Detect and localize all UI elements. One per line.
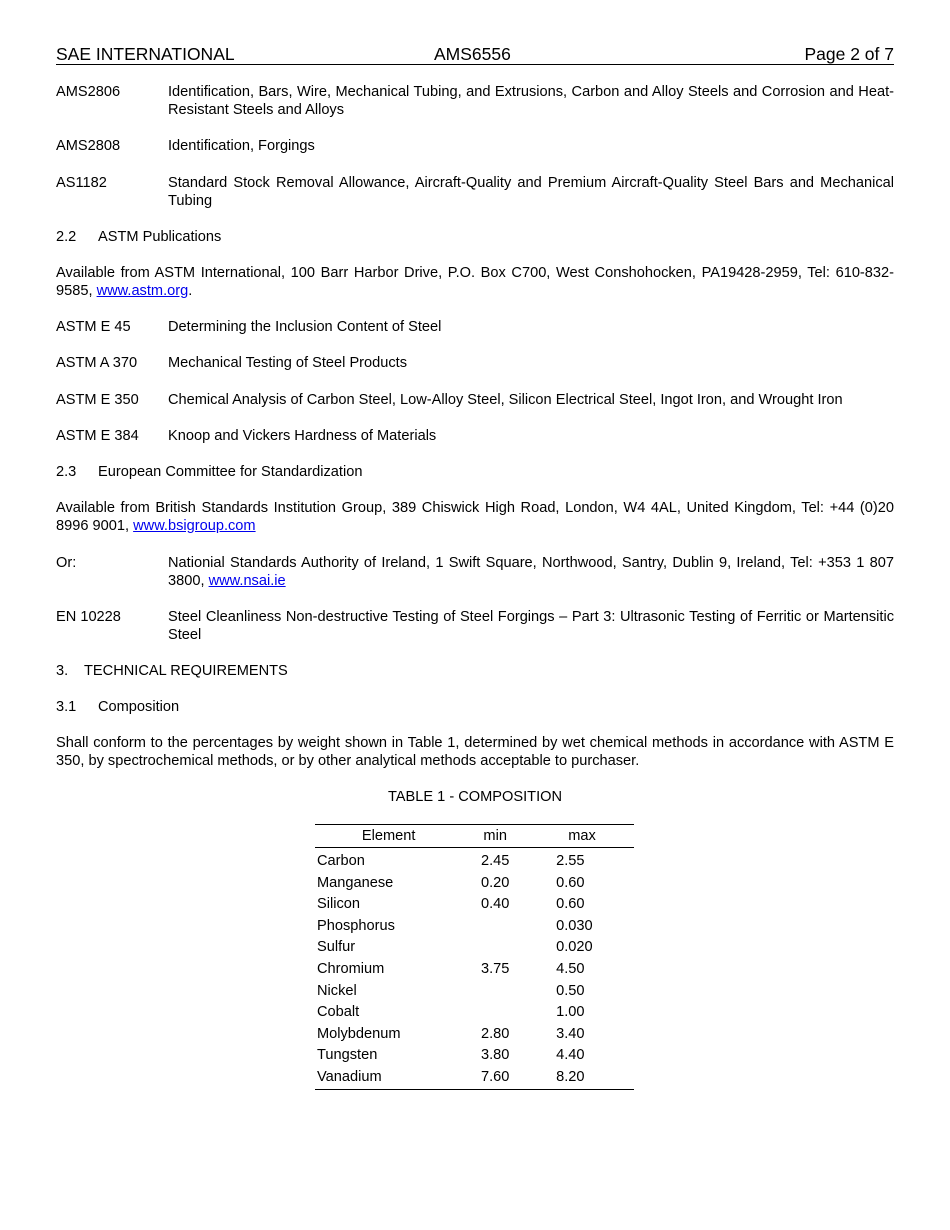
element-cell: Chromium bbox=[317, 960, 385, 977]
table-header-row bbox=[315, 825, 634, 848]
reference-description: Standard Stock Removal Allowance, Aircraft-Quality and Premium Aircraft-Quality Steel Bars and Mechanical Tubing bbox=[168, 175, 894, 209]
min-cell bbox=[460, 981, 530, 1003]
column-header-max: max bbox=[530, 825, 634, 848]
reference-code: ASTM E 384 bbox=[56, 428, 139, 444]
element-cell: Manganese bbox=[317, 874, 394, 891]
table-row bbox=[315, 937, 634, 959]
max-cell: 4.40 bbox=[556, 1047, 585, 1064]
table-row bbox=[315, 959, 634, 981]
table-row bbox=[315, 1024, 634, 1046]
element-cell: Sulfur bbox=[317, 939, 356, 956]
header-page-number: Page 2 of 7 bbox=[804, 44, 894, 64]
composition-paragraph: Shall conform to the percentages by weight shown in Table 1, determined by wet chemical methods in accordance with ASTM E 350, by spectrochemical methods, or by other analytical methods acceptable to purchaser. bbox=[56, 735, 894, 769]
max-cell: 4.50 bbox=[556, 960, 585, 977]
section-title: TECHNICAL REQUIREMENTS bbox=[84, 663, 288, 679]
astm-website-link[interactable]: www.astm.org bbox=[96, 282, 189, 299]
nsai-address-text: Nationial Standards Authority of Ireland, 1 Swift Square, Northwood, Santry, Dublin 9, Ireland, Tel: +353 1 807 3800, bbox=[168, 555, 894, 589]
header-organization: SAE INTERNATIONAL bbox=[56, 44, 235, 64]
min-cell: 7.60 bbox=[460, 1067, 530, 1089]
element-cell: Cobalt bbox=[317, 1004, 360, 1021]
element-cell: Phosphorus bbox=[317, 917, 395, 934]
table-row bbox=[315, 1045, 634, 1067]
section-number: 2.3 bbox=[56, 464, 77, 480]
max-cell: 0.020 bbox=[556, 939, 593, 956]
max-cell: 8.20 bbox=[530, 1067, 634, 1089]
astm-availability-paragraph bbox=[56, 265, 894, 300]
page-header bbox=[56, 44, 894, 65]
reference-description: Mechanical Testing of Steel Products bbox=[168, 355, 408, 371]
reference-description: Identification, Forgings bbox=[168, 138, 315, 154]
reference-description bbox=[168, 555, 894, 590]
column-header-min: min bbox=[460, 825, 530, 848]
max-cell: 2.55 bbox=[556, 853, 585, 869]
table-row bbox=[315, 894, 634, 916]
min-cell: 3.80 bbox=[480, 1047, 510, 1064]
column-header-element: Element bbox=[315, 825, 460, 848]
table-row bbox=[315, 848, 634, 873]
section-number: 3.1 bbox=[56, 699, 77, 715]
reference-code: AMS2808 bbox=[56, 138, 121, 154]
reference-description: Knoop and Vickers Hardness of Materials bbox=[168, 428, 437, 444]
element-cell: Carbon bbox=[317, 853, 365, 869]
element-cell: Tungsten bbox=[317, 1047, 378, 1064]
element-cell: Silicon bbox=[317, 896, 360, 913]
bsi-availability-paragraph bbox=[56, 500, 894, 535]
max-cell: 0.030 bbox=[556, 917, 593, 934]
table-row bbox=[315, 916, 634, 938]
bsi-availability-text: Available from British Standards Institution Group, 389 Chiswick High Road, London, W4 4AL, United Kingdom, Tel: +44 (0)20 8996 9001, bbox=[56, 500, 894, 534]
min-cell: 0.20 bbox=[480, 874, 510, 891]
max-cell: 3.40 bbox=[556, 1025, 585, 1042]
reference-description: Identification, Bars, Wire, Mechanical Tubing, and Extrusions, Carbon and Alloy Steels and Corrosion and Heat-Resistant Steels and Alloys bbox=[168, 84, 894, 118]
reference-code: ASTM E 45 bbox=[56, 319, 131, 335]
min-cell: 0.40 bbox=[480, 896, 510, 913]
bsi-website-link[interactable]: www.bsigroup.com bbox=[133, 517, 256, 534]
element-cell: Molybdenum bbox=[317, 1025, 401, 1042]
section-heading-2-3 bbox=[56, 464, 362, 482]
section-number: 3. bbox=[56, 663, 69, 679]
reference-code: AS1182 bbox=[56, 175, 107, 191]
reference-code: EN 10228 bbox=[56, 609, 121, 625]
element-cell: Vanadium bbox=[315, 1067, 460, 1089]
astm-availability-tail: . bbox=[188, 282, 193, 299]
table-caption: TABLE 1 - COMPOSITION bbox=[387, 789, 563, 805]
reference-code: ASTM E 350 bbox=[56, 392, 139, 408]
section-number: 2.2 bbox=[56, 229, 77, 245]
min-cell bbox=[460, 916, 530, 938]
reference-code: AMS2806 bbox=[56, 84, 121, 100]
table-row bbox=[315, 1067, 634, 1089]
section-title: ASTM Publications bbox=[98, 229, 222, 245]
section-heading-2-2 bbox=[56, 229, 221, 247]
section-heading-3 bbox=[56, 663, 288, 681]
min-cell bbox=[460, 937, 530, 959]
max-cell: 1.00 bbox=[556, 1004, 585, 1021]
table-row bbox=[315, 1002, 634, 1024]
table-row bbox=[315, 981, 634, 1003]
reference-code: ASTM A 370 bbox=[56, 355, 138, 371]
max-cell: 0.60 bbox=[556, 874, 585, 891]
max-cell: 0.50 bbox=[556, 982, 585, 999]
table-body bbox=[315, 848, 634, 1090]
reference-description: Determining the Inclusion Content of Steel bbox=[168, 319, 442, 335]
reference-description: Chemical Analysis of Carbon Steel, Low-Alloy Steel, Silicon Electrical Steel, Ingot Iron, and Wrought Iron bbox=[168, 392, 843, 408]
min-cell: 2.80 bbox=[480, 1025, 510, 1042]
reference-code: Or: bbox=[56, 555, 77, 571]
nsai-website-link[interactable]: www.nsai.ie bbox=[208, 572, 286, 589]
table-row bbox=[315, 873, 634, 895]
section-title: Composition bbox=[98, 699, 180, 715]
element-cell: Nickel bbox=[317, 982, 357, 999]
astm-availability-text: Available from ASTM International, 100 Barr Harbor Drive, P.O. Box C700, West Conshohocken, PA19428-2959, Tel: 610-832-9585, bbox=[56, 265, 894, 299]
header-document-number: AMS6556 bbox=[434, 44, 511, 64]
section-heading-3-1 bbox=[56, 699, 179, 717]
min-cell bbox=[460, 1002, 530, 1024]
min-cell: 2.45 bbox=[480, 853, 510, 869]
composition-table bbox=[315, 824, 634, 1090]
max-cell: 0.60 bbox=[556, 896, 585, 913]
section-title: European Committee for Standardization bbox=[98, 464, 363, 480]
reference-description: Steel Cleanliness Non-destructive Testing of Steel Forgings – Part 3: Ultrasonic Testing of Ferritic or Martensitic Steel bbox=[168, 609, 894, 643]
min-cell: 3.75 bbox=[480, 960, 510, 977]
